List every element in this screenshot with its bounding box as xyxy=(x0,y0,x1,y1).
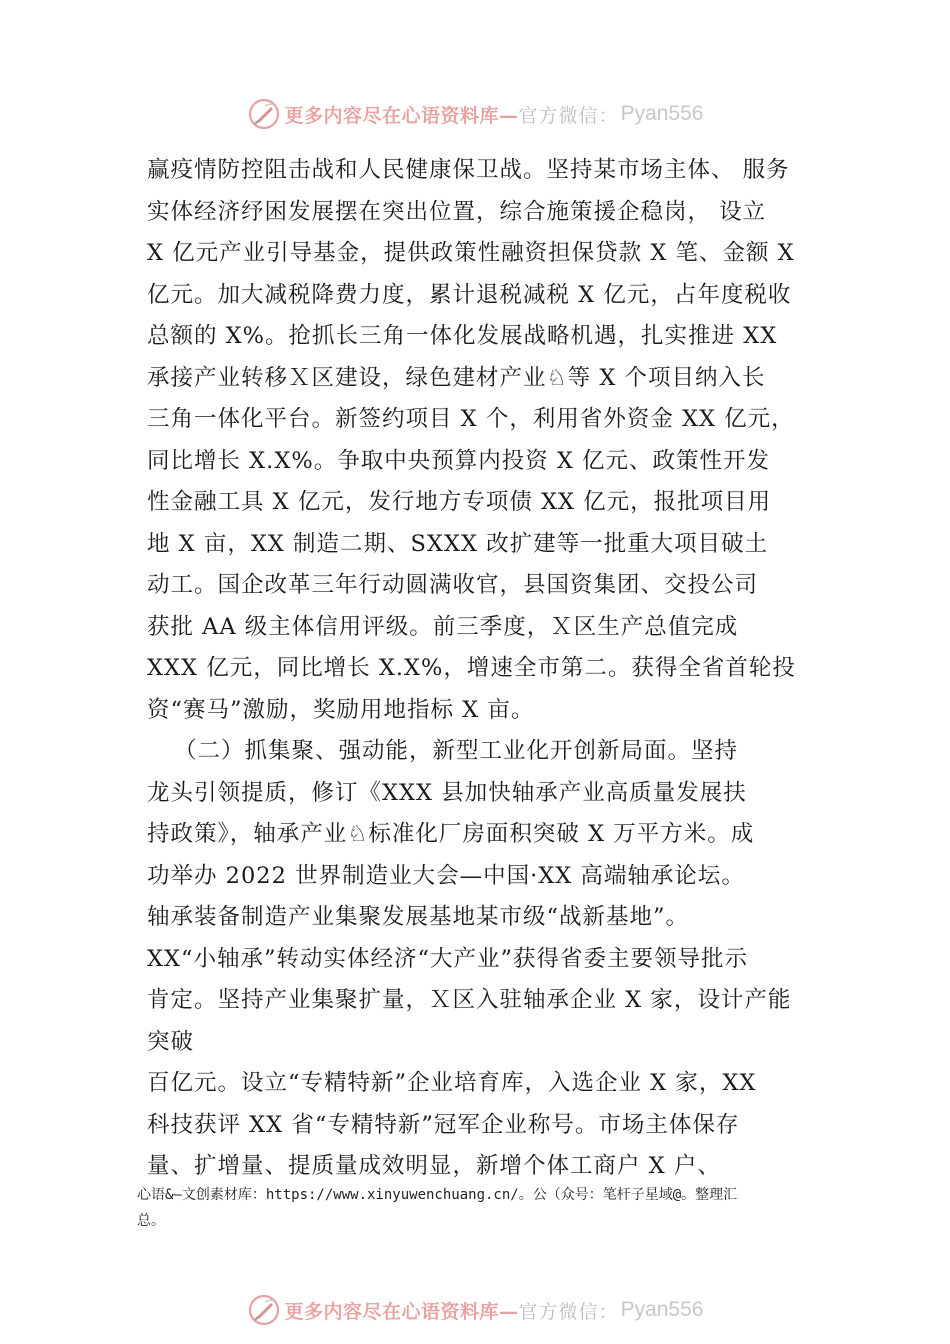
banner-wechat-id: Pyan556 xyxy=(620,1298,704,1321)
body-line: 同比增长 X.X%。争取中央预算内投资 X 亿元、政策性开发 xyxy=(147,447,771,474)
body-line: 突破 xyxy=(147,1028,195,1055)
body-line: XX“小轴承”转动实体经济“大产业”获得省委主要领导批示 xyxy=(147,945,749,972)
header-watermark-banner xyxy=(0,94,950,134)
quill-pen-seal-icon xyxy=(247,1293,281,1327)
document-body xyxy=(147,150,827,1188)
body-line: 肯定。坚持产业集聚扩量，Ｘ区入驻轴承企业 X 家，设计产能 xyxy=(147,987,792,1013)
source-footer xyxy=(137,1182,843,1234)
footer-line: 总。 xyxy=(137,1213,165,1229)
body-line: 动工。国企改革三年行动圆满收官，县国资集团、交投公司 xyxy=(147,572,759,598)
body-line: 龙头引领提质，修订《XXX 县加快轴承产业高质量发展扶 xyxy=(147,779,747,806)
banner-wechat-label: 官方微信： xyxy=(518,104,619,127)
banner-title: 更多内容尽在心语资料库— xyxy=(284,1300,519,1323)
banner-title: 更多内容尽在心语资料库— xyxy=(284,104,519,127)
body-line: 三角一体化平台。新签约项目 X 个，利用省外资金 XX 亿元， xyxy=(147,406,795,432)
body-line: 实体经济纾困发展摆在突出位置，综合施策援企稳岗， 设立 xyxy=(147,198,767,225)
body-line: 科技获评 XX 省“专精特新”冠军企业称号。市场主体保存 xyxy=(147,1111,740,1138)
body-line: 持政策》，轴承产业♘标准化厂房面积突破 X 万平方米。成 xyxy=(147,821,755,847)
quill-pen-seal-icon xyxy=(247,97,281,131)
body-line: XXX 亿元，同比增长 X.X%，增速全市第二。获得全省首轮投 xyxy=(147,655,796,681)
body-line: X 亿元产业引导基金，提供政策性融资担保贷款 X 笔、金额 X xyxy=(147,240,795,266)
body-line: 百亿元。设立“专精特新”企业培育库，入选企业 X 家，XX xyxy=(147,1070,757,1096)
banner-wechat-label: 官方微信： xyxy=(518,1300,619,1323)
section-heading-line: （二）抓集聚、强动能，新型工业化开创新局面。坚持 xyxy=(174,738,739,764)
body-line: 功举办 2022 世界制造业大会—中国·XX 高端轴承论坛。 xyxy=(147,862,745,889)
banner-wechat-id: Pyan556 xyxy=(620,102,704,125)
body-line: 资“赛马”激励，奖励用地指标 X 亩。 xyxy=(147,696,535,723)
body-line: 总额的 X%。抢抓长三角一体化发展战略机遇，扎实推进 XX xyxy=(147,323,778,349)
body-line: 量、扩增量、提质量成效明显，新增个体工商户 X 户、 xyxy=(147,1153,721,1179)
footer-line: 心语&—文创素材库：https://www.xinyuwenchuang.cn/。公（众号：笔杆子星域@。整理汇 xyxy=(137,1187,738,1203)
body-line: 赢疫情防控阻击战和人民健康保卫战。坚持某市场主体、 服务 xyxy=(147,157,790,183)
body-line: 性金融工具 X 亿元，发行地方专项债 XX 亿元，报批项目用 xyxy=(147,489,772,515)
body-line: 获批 AA 级主体信用评级。前三季度，Ｘ区生产总值完成 xyxy=(147,613,739,640)
body-line: 轴承装备制造产业集聚发展基地某市级“战新基地”。 xyxy=(147,904,690,930)
body-line: 承接产业转移Ｘ区建设，绿色建材产业♘等 X 个项目纳入长 xyxy=(147,364,766,391)
footer-watermark-banner xyxy=(0,1290,950,1330)
body-line: 地 X 亩，XX 制造二期、SXXX 改扩建等一批重大项目破土 xyxy=(147,530,769,557)
body-line: 亿元。加大减税降费力度，累计退税减税 X 亿元，占年度税收 xyxy=(147,281,792,308)
